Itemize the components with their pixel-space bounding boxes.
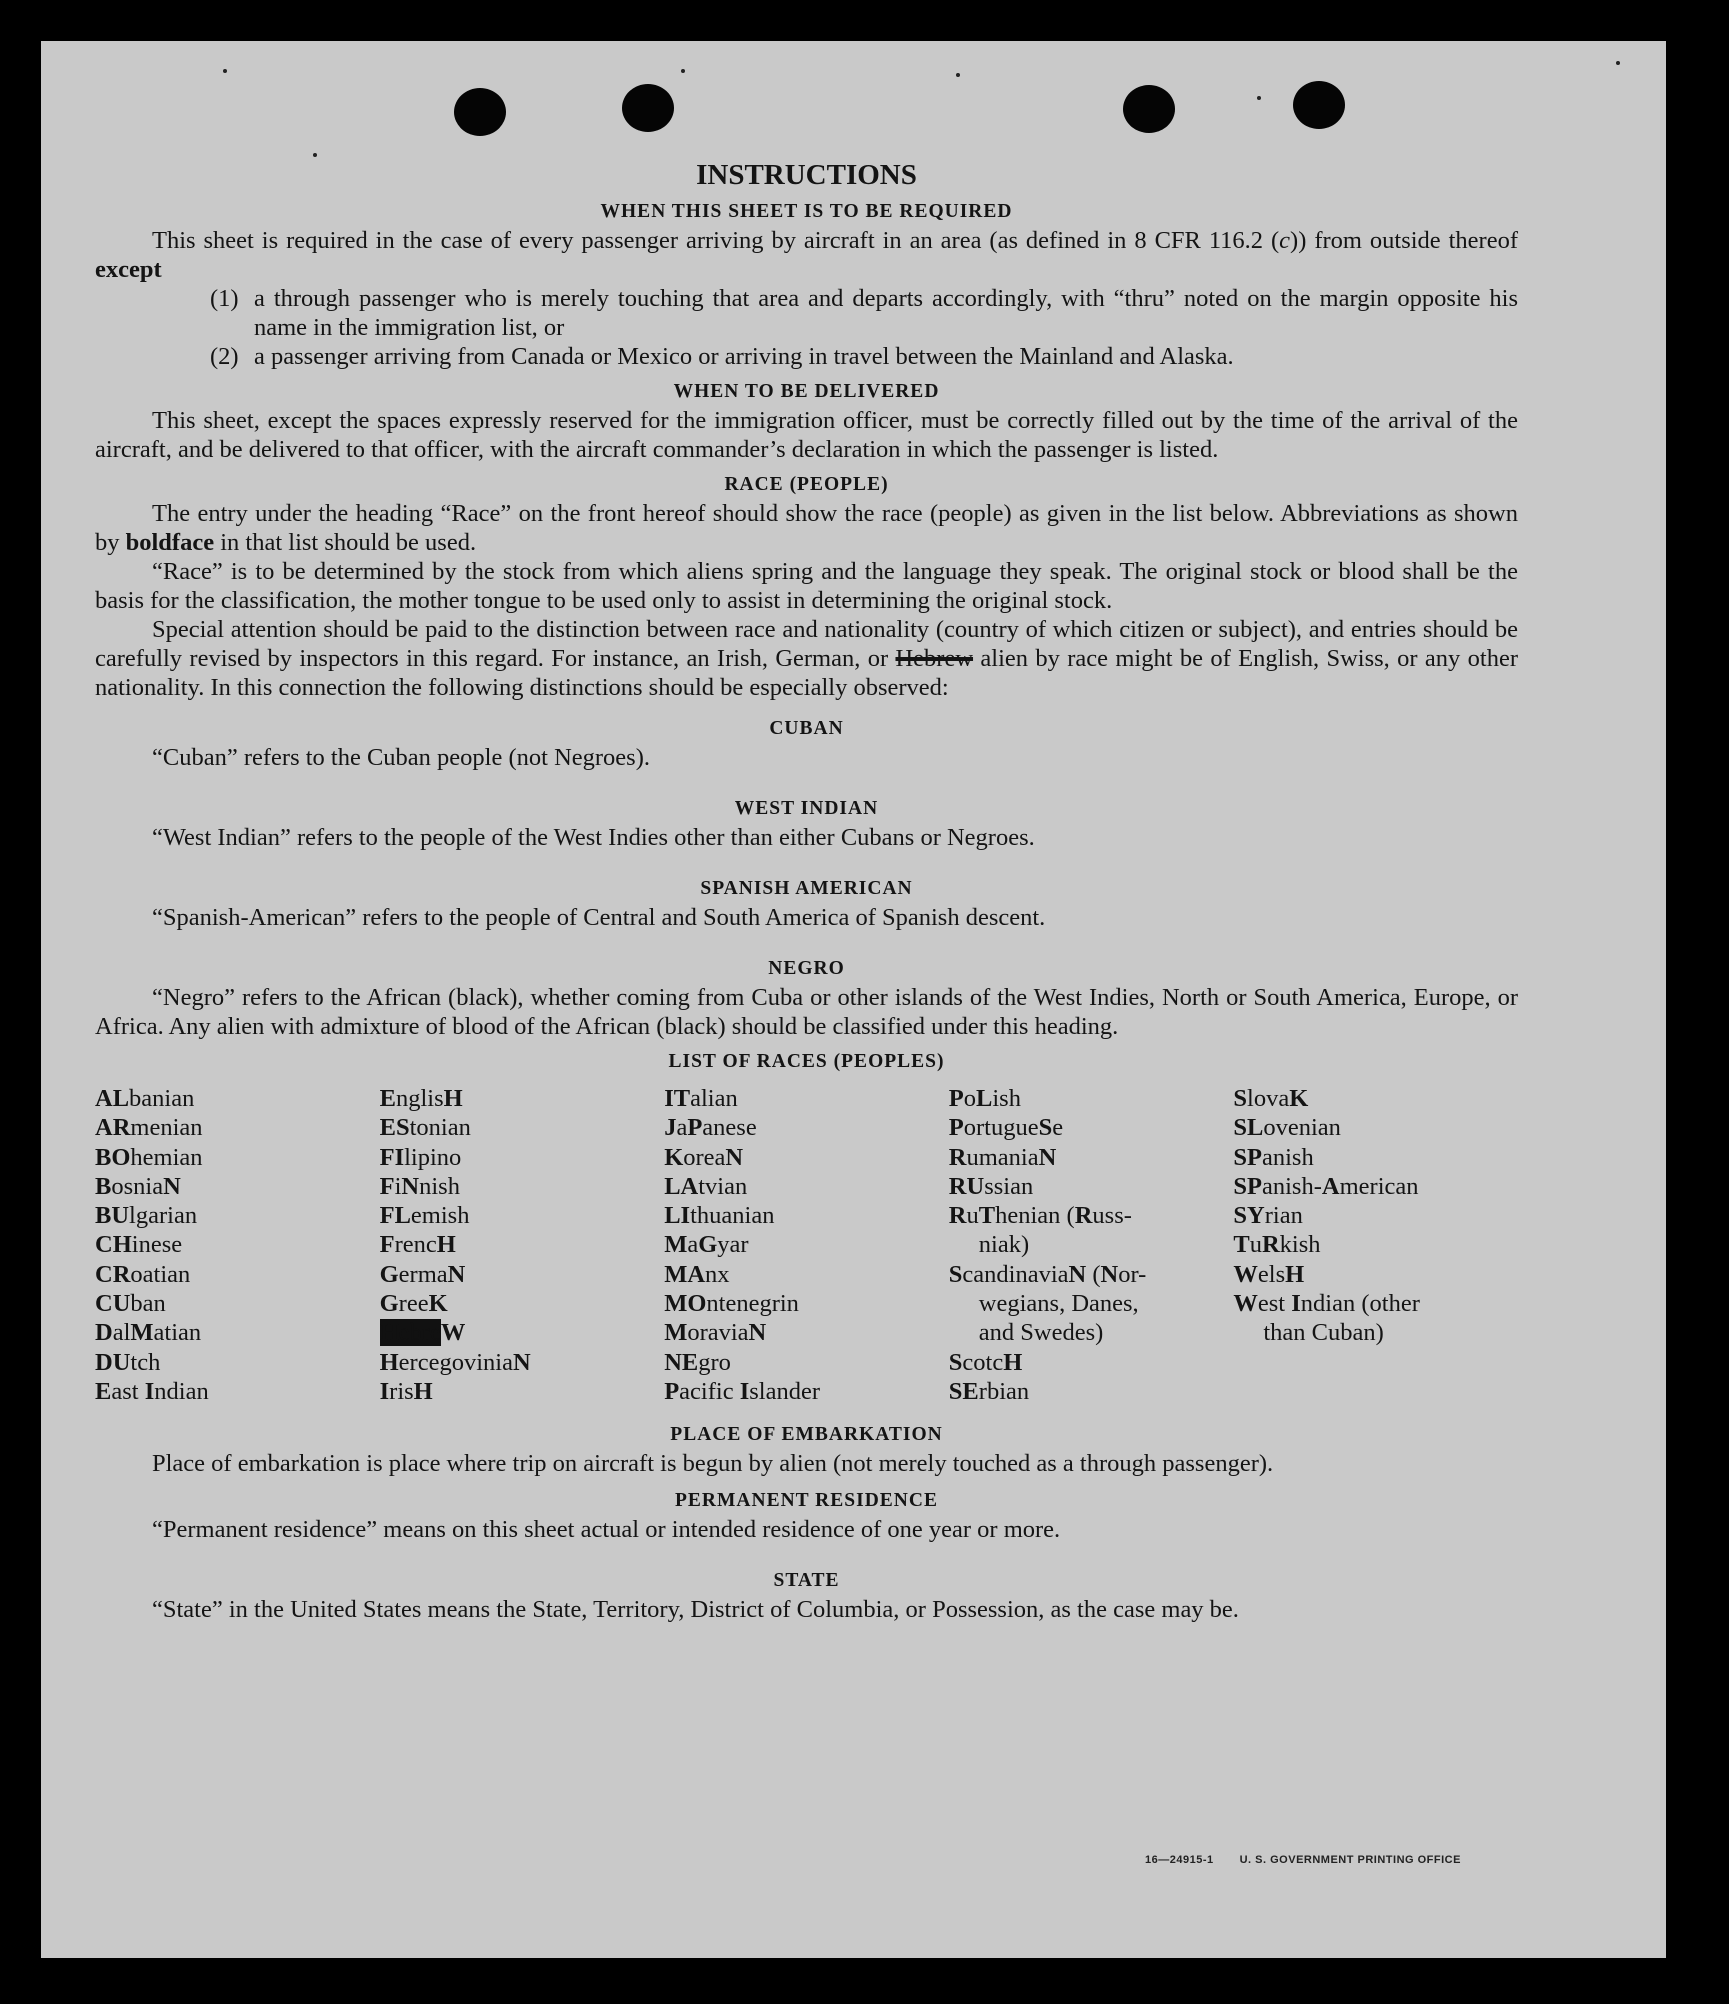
races-column: [949, 1084, 1234, 1406]
race-entry: BosniaN: [95, 1172, 181, 1200]
race-entry: RuThenian (Russ-: [948, 1202, 1132, 1230]
race-entry: CRoatian: [95, 1260, 191, 1288]
race-paragraph-2: “Race” is to be determined by the stock from which aliens spring and the language they speak. The original stock or blood shall be the basis for the classification, the mother tongue to be used only to assist in determining the original stock.: [95, 558, 1518, 614]
race-entry: FIlipino: [379, 1143, 462, 1171]
race-entry: ScotcH: [948, 1348, 1023, 1376]
section-heading-residence: PERMANENT RESIDENCE: [675, 1490, 938, 1512]
race-entry: ITalian: [664, 1085, 738, 1112]
paper-speck: [681, 69, 685, 73]
races-list: [95, 1084, 1518, 1406]
race-entry: GermaN: [379, 1260, 466, 1288]
punch-hole: [454, 88, 506, 136]
section-heading-spanish-american: SPANISH AMERICAN: [700, 878, 913, 899]
embarkation-text: Place of embarkation is place where trip on aircraft is begun by alien (not merely touched as a through passenger).: [152, 1450, 1274, 1478]
races-column: [380, 1084, 665, 1406]
printer-footer: [1145, 1854, 1461, 1866]
exception-item-1: (1) a through passenger who is merely touching that area and departs accordingly, with “thru” noted on the margin opposite his name in the immigration list, or: [210, 285, 1518, 341]
races-column: [1233, 1084, 1518, 1406]
residence-text: “Permanent residence” means on this sheet actual or intended residence of one year or more.: [152, 1516, 1061, 1544]
section-heading-west-indian: WEST INDIAN: [734, 798, 879, 819]
race-entry: GreeK: [379, 1290, 448, 1318]
section-heading-races: LIST OF RACES (PEOPLES): [668, 1051, 945, 1072]
race-entry: KoreaN: [664, 1143, 744, 1171]
required-intro: This sheet is required in the case of every passenger arriving by aircraft in an area (as defined in 8 CFR 116.2 (c)) from outside thereof except: [95, 227, 1518, 283]
races-column: [664, 1084, 949, 1406]
race-entry: than Cuban): [1263, 1319, 1384, 1347]
race-paragraph-1: The entry under the heading “Race” on the front hereof should show the race (people) as given in the list below. Abbreviations as shown by boldface in that list should be used.: [95, 500, 1518, 556]
spanish-american-text: “Spanish-American” refers to the people of Central and South America of Spanish descent.: [152, 904, 1046, 931]
printer-name: U. S. GOVERNMENT PRINTING OFFICE: [1239, 1854, 1461, 1866]
section-heading-cuban: CUBAN: [769, 718, 844, 739]
race-entry: SLovenian: [1233, 1114, 1341, 1142]
race-entry: ARmenian: [95, 1114, 203, 1142]
negro-text: “Negro” refers to the African (black), whether coming from Cuba or other islands of the West Indies, North or South America, Europe, or Africa. Any alien with admixture of blood of the African (black) should be classified under this heading.: [95, 984, 1518, 1040]
page-title: INSTRUCTIONS: [696, 159, 917, 191]
paper-speck: [956, 73, 960, 77]
race-entry: RUssian: [948, 1172, 1034, 1200]
race-entry: MAnx: [664, 1260, 730, 1288]
section-heading-required: WHEN THIS SHEET IS TO BE REQUIRED: [600, 201, 1013, 222]
race-entry: BUlgarian: [95, 1202, 198, 1230]
race-entry: RumaniaN: [948, 1143, 1057, 1171]
race-entry: and Swedes): [978, 1319, 1104, 1347]
race-entry: SYrian: [1233, 1202, 1303, 1230]
west-indian-text: “West Indian” refers to the people of the West Indies other than either Cubans or Negroes.: [152, 824, 1035, 851]
race-entry: CHinese: [95, 1231, 183, 1259]
race-entry: MaGyar: [664, 1231, 749, 1259]
race-entry: ScandinaviaN (Nor-: [948, 1260, 1147, 1288]
instructions-content: [95, 157, 1518, 1624]
section-heading-delivered: WHEN TO BE DELIVERED: [673, 381, 940, 402]
race-entry: JaPanese: [664, 1114, 757, 1142]
races-column: [95, 1084, 380, 1406]
race-entry: CUban: [95, 1290, 166, 1318]
race-entry: EnglisH: [379, 1085, 463, 1112]
state-text: “State” in the United States means the State, Territory, District of Columbia, or Possession, as the case may be.: [152, 1596, 1239, 1624]
race-entry: BOhemian: [95, 1143, 203, 1171]
punch-hole: [622, 84, 674, 132]
race-entry: wegians, Danes,: [978, 1290, 1139, 1318]
punch-hole: [1293, 81, 1345, 129]
race-entry: IrisH: [379, 1377, 433, 1405]
race-entry: LIthuanian: [664, 1202, 775, 1230]
race-entry: SlovaK: [1233, 1085, 1309, 1112]
race-entry: SPanish: [1233, 1143, 1314, 1171]
race-entry: FLemish: [379, 1202, 470, 1230]
race-entry: EStonian: [379, 1114, 471, 1142]
race-entry: WelsH: [1233, 1260, 1305, 1288]
race-entry: PoLish: [948, 1085, 1021, 1112]
race-entry: ALbanian: [95, 1085, 195, 1112]
paper-speck: [223, 69, 227, 73]
form-number: 16—24915-1: [1145, 1854, 1214, 1866]
section-heading-embarkation: PLACE OF EMBARKATION: [670, 1424, 943, 1446]
race-entry: LAtvian: [664, 1172, 748, 1200]
race-entry: SPanish-American: [1233, 1172, 1419, 1200]
race-entry: HercegoviniaN: [379, 1348, 531, 1376]
exception-item-2: (2) a passenger arriving from Canada or Mexico or arriving in travel between the Mainland and Alaska.: [210, 343, 1234, 370]
delivered-text: This sheet, except the spaces expressly reserved for the immigration officer, must be correctly filled out by the time of the arrival of the aircraft, and be delivered to that officer, with the aircraft commander’s declaration in which the passenger is listed.: [95, 407, 1518, 463]
section-heading-negro: NEGRO: [768, 958, 845, 979]
cuban-text: “Cuban” refers to the Cuban people (not Negroes).: [152, 744, 650, 771]
race-entry: DUtch: [95, 1348, 161, 1376]
race-entry: NEgro: [664, 1348, 731, 1376]
race-entry: Pacific Islander: [664, 1377, 821, 1405]
race-entry: East Indian: [95, 1377, 209, 1405]
punch-hole: [1123, 85, 1175, 133]
race-entry: HebreW: [379, 1319, 466, 1347]
race-entry: West Indian (other: [1233, 1290, 1420, 1318]
race-entry: niak): [978, 1231, 1030, 1259]
section-heading-state: STATE: [773, 1570, 840, 1592]
paper-speck: [1257, 96, 1261, 100]
race-entry: MoraviaN: [664, 1319, 767, 1347]
race-entry: MOntenegrin: [664, 1290, 799, 1318]
race-entry: FiNnish: [379, 1172, 460, 1200]
race-entry: PortugueSe: [948, 1114, 1064, 1142]
paper-speck: [1616, 61, 1620, 65]
race-entry: FrencH: [379, 1231, 456, 1259]
section-heading-race: RACE (PEOPLE): [724, 474, 889, 495]
race-paragraph-3: Special attention should be paid to the distinction between race and nationality (country of which citizen or subject), and entries should be carefully revised by inspectors in this regard. For instance, an Irish, German, or Hebrew alien by race might be of English, Swiss, or any other nationality. In this connection the following distinctions should be especially observed:: [95, 616, 1518, 701]
race-entry: SErbian: [948, 1377, 1030, 1405]
race-entry: DalMatian: [95, 1319, 202, 1347]
race-entry: TuRkish: [1233, 1231, 1321, 1259]
